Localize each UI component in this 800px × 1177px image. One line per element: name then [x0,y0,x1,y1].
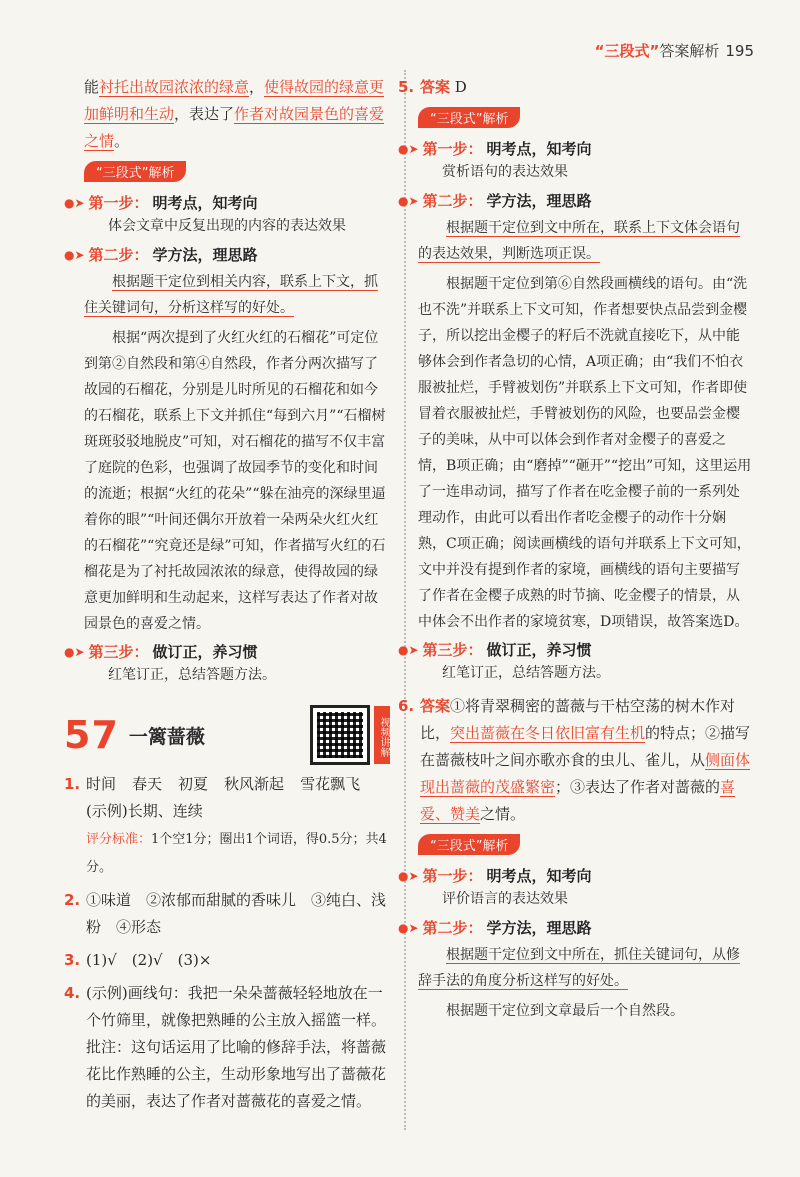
right-column [398,74,752,1024]
analysis-text: 根据题干定位到文章最后一个自然段。 [446,1003,684,1019]
step-1: ●➤ 第一步： 明考点，知考向 [64,194,258,212]
step-1-content: 赏析语句的表达效果 [442,164,568,180]
step-2-method: 根据题干定位到相关内容，联系上下文，抓住关键词句，分析这样写的好处。 [84,274,378,316]
page-number: 195 [725,42,754,60]
step-3: ●➤ 第三步： 做订正，养习惯 [398,641,592,659]
analysis-text: 根据“两次提到了火红火红的石榴花”可定位到第②自然段和第④自然段，作者分两次描写了故园的石榴花，分别是儿时所见的石榴花和如今的石榴花，联系上下文并抓住“每到六月”“石榴树斑斑驳驳地脱皮”可知，对石榴花的描写不仅丰富了庭院的色彩，也强调了故园季节的变化和时间的流逝；根据“火红的花朵”“躲在油亮的深绿里逼着你的眼”“叶间还偶尔开放着一朵两朵火红火红的石榴花”“究竟还是绿”可知，作者描写火红的石榴花是为了衬托故园浓浓的绿意，使得故园的绿意更加鲜明和生动起来，这样写表达了作者对故园景色的喜爱之情。 [84,330,386,632]
video-tag[interactable]: 视频讲解 [374,706,390,764]
left-column [64,74,390,1115]
step-2: ●➤ 第二步： 学方法，理思路 [64,246,258,264]
section-number: 57 [64,713,119,757]
question-3: 3. (1)√ (2)√ (3)× [64,951,212,969]
analysis-badge: “三段式”解析 [418,834,520,855]
analysis-badge: “三段式”解析 [418,107,520,128]
qr-code[interactable] [310,705,370,765]
arrow-icon: ●➤ [64,247,85,262]
intro-paragraph: 能衬托出故园浓浓的绿意，使得故园的绿意更加鲜明和生动，表达了作者对故园景色的喜爱之情。 [84,78,385,150]
step-3-content: 红笔订正，总结答题方法。 [108,667,276,683]
analysis-badge: “三段式”解析 [84,161,186,182]
analysis-text: 根据题干定位到第⑥自然段画横线的语句。由“洗也不洗”并联系上下文可知，作者想要快点品尝到金樱子，所以挖出金樱子的籽后不洗就直接吃下，从中能够体会到作者急切的心情，A项正确；由“我们不怕衣服被扯烂，手臂被划伤”并联系上下文可知，作者即使冒着衣服被扯烂，手臂被划伤的风险，也要品尝金樱子的美味，从中可以体会到作者对金樱子的喜爱之情，B项正确；由“磨掉”“砸开”“挖出”可知，这里运用了一连串动词，描写了作者在吃金樱子前的一系列处理动作，由此可以看出作者吃金樱子的动作十分娴熟，C项正确；阅读画横线的语句并联系上下文可知，文中并没有提到作者的家境，画横线的语句主要描写了作者在金樱子成熟的时节摘、吃金樱子的情景，从中体会不出作者的家境贫寒，D项错误，故答案选D。 [418,276,752,630]
section-title: 一篱蔷薇 [128,725,205,748]
step-2-method: 根据题干定位到文中所在，抓住关键词句，从修辞手法的角度分析这样写的好处。 [418,947,740,989]
column-divider [404,70,406,1130]
header-brand: “三段式” [594,42,660,60]
question-4: 4. (示例)画线句：我把一朵朵蔷薇轻轻地放在一个竹筛里，就像把熟睡的公主放入摇篮一样。 批注：这句话运用了比喻的修辞手法，将蔷薇花比作熟睡的公主，生动形象地写出了蔷薇花的美丽，表达了作者对蔷薇花的喜爱之情。 [64,984,387,1110]
arrow-icon: ●➤ [398,920,419,935]
step-1-content: 体会文章中反复出现的内容的表达效果 [108,218,346,234]
arrow-icon: ●➤ [64,644,85,659]
arrow-icon: ●➤ [398,141,419,156]
question-5: 5. 答案 D [398,78,467,96]
page-header [595,40,754,61]
step-2: ●➤ 第二步： 学方法，理思路 [398,192,592,210]
arrow-icon: ●➤ [398,193,419,208]
step-1: ●➤ 第一步： 明考点，知考向 [398,140,592,158]
step-3: ●➤ 第三步： 做订正，养习惯 [64,643,258,661]
question-2: 2. ①味道 ②浓郁而甜腻的香味儿 ③纯白、浅粉 ④形态 [64,891,387,936]
step-1: ●➤ 第一步： 明考点，知考向 [398,867,592,885]
step-1-content: 评价语言的表达效果 [442,891,568,907]
question-1: 1. 时间 春天 初夏 秋风渐起 雪花飘飞 (示例)长期、连续 评分标准：1个空1分；圈出1个词语，得0.5分；共4分。 [64,775,387,875]
step-3-content: 红笔订正，总结答题方法。 [442,665,610,681]
header-section: 答案解析 [659,42,720,60]
arrow-icon: ●➤ [398,642,419,657]
arrow-icon: ●➤ [398,868,419,883]
step-2: ●➤ 第二步： 学方法，理思路 [398,919,592,937]
arrow-icon: ●➤ [64,195,85,210]
section-header [64,705,390,765]
step-2-method: 根据题干定位到文中所在，联系上下文体会语句的表达效果，判断选项正误。 [418,220,740,262]
question-6: 6. 答案①将青翠稠密的蔷薇与干枯空荡的树木作对比，突出蔷薇在冬日依旧富有生机的特点；②描写在蔷薇枝叶之间亦歌亦食的虫儿、雀儿，从侧面体现出蔷薇的茂盛繁密；③表达了作者对蔷薇的喜爱、赞美之情。 [398,697,751,823]
